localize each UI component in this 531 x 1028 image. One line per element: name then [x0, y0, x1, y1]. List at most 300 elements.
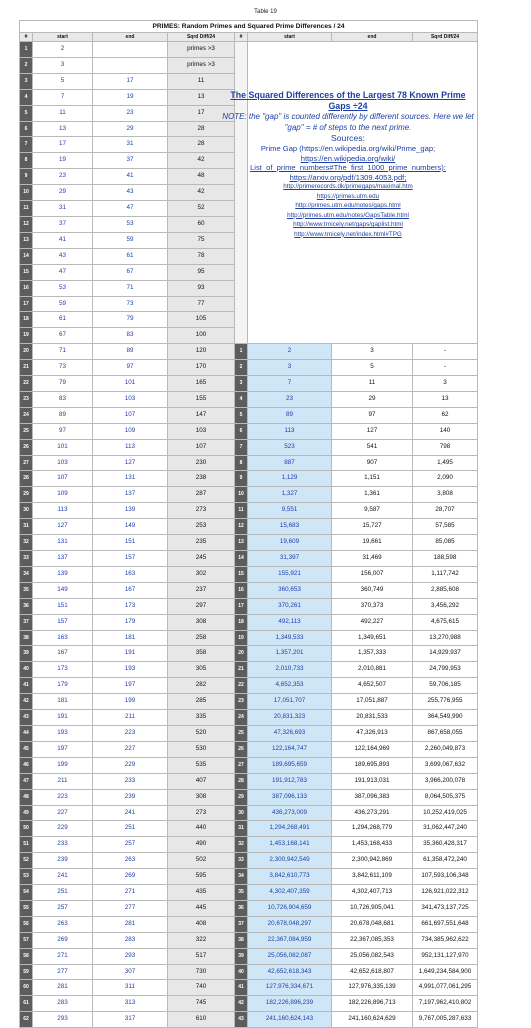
end-cell: 89 [93, 344, 168, 360]
sqrd-diff-cell: 273 [168, 805, 235, 821]
table-row [20, 630, 478, 646]
start-cell: 1,327 [248, 487, 332, 503]
start-cell: 7 [248, 376, 332, 392]
sqrd-diff-cell: 107 [168, 439, 235, 455]
sheet-title: PRIMES: Random Primes and Squared Prime Differences / 24 [20, 21, 478, 33]
start-cell: 4,652,353 [248, 678, 332, 694]
row-index: 43 [235, 1012, 248, 1028]
end-cell: 17,051,887 [332, 694, 413, 710]
row-index: 2 [235, 360, 248, 376]
row-index: 32 [235, 837, 248, 853]
table-row [20, 391, 478, 407]
start-cell: 103 [33, 455, 93, 471]
table-row [20, 662, 478, 678]
sqrd-diff-cell: 4,991,077,061,295 [413, 980, 478, 996]
table-row [20, 916, 478, 932]
table-row [20, 710, 478, 726]
table-row [20, 869, 478, 885]
sqrd-diff-cell: 28,707 [413, 503, 478, 519]
end-cell: 127 [93, 455, 168, 471]
start-cell: 22,367,084,959 [248, 932, 332, 948]
source-link[interactable]: http://primerecords.dk/primegaps/maximal.htm [283, 183, 413, 190]
info-note: NOTE: the "gap" is counted differently by different sources. Here we let "gap" = # of steps to the next prime. [222, 112, 474, 132]
start-cell: 17 [33, 137, 93, 153]
start-cell: 492,113 [248, 614, 332, 630]
table-row [20, 932, 478, 948]
end-cell: 199 [93, 694, 168, 710]
start-cell: 173 [33, 662, 93, 678]
start-cell: 127 [33, 519, 93, 535]
table-row [20, 344, 478, 360]
start-cell: 263 [33, 916, 93, 932]
row-index: 38 [20, 630, 33, 646]
end-cell [93, 42, 168, 58]
wiki-list-link-2[interactable]: List_of_prime_numbers#The_first_1000_prime_numbers): [250, 163, 446, 172]
end-cell: 263 [93, 853, 168, 869]
row-index: 27 [20, 455, 33, 471]
row-index: 23 [20, 391, 33, 407]
col-header-index-2: # [235, 33, 248, 42]
row-index: 55 [20, 900, 33, 916]
sqrd-diff-cell: 60 [168, 216, 235, 232]
sqrd-diff-cell: 282 [168, 678, 235, 694]
row-index: 9 [20, 169, 33, 185]
end-cell: 37 [93, 153, 168, 169]
start-cell: 79 [33, 376, 93, 392]
row-index: 53 [20, 869, 33, 885]
start-cell: 2,010,733 [248, 662, 332, 678]
sqrd-diff-cell: 11 [168, 73, 235, 89]
sqrd-diff-cell: 661,697,551,648 [413, 916, 478, 932]
table-row [20, 376, 478, 392]
start-cell: 41 [33, 232, 93, 248]
table-row [20, 407, 478, 423]
sqrd-diff-cell: 237 [168, 582, 235, 598]
start-cell: 59 [33, 296, 93, 312]
end-cell: 149 [93, 519, 168, 535]
row-index: 51 [20, 837, 33, 853]
end-cell: 109 [93, 423, 168, 439]
end-cell: 436,273,291 [332, 805, 413, 821]
end-cell: 182,226,896,713 [332, 996, 413, 1012]
start-cell: 181 [33, 694, 93, 710]
row-index: 16 [235, 582, 248, 598]
start-cell: 31,397 [248, 551, 332, 567]
table-row [20, 487, 478, 503]
end-cell: 269 [93, 869, 168, 885]
end-cell: 241 [93, 805, 168, 821]
sqrd-diff-cell: 9,767,005,287,633 [413, 1012, 478, 1028]
table-row [20, 360, 478, 376]
end-cell: 157 [93, 551, 168, 567]
start-cell: 53 [33, 280, 93, 296]
end-cell: 127 [332, 423, 413, 439]
end-cell: 71 [93, 280, 168, 296]
sqrd-diff-cell: 31,062,447,240 [413, 821, 478, 837]
start-cell: 83 [33, 391, 93, 407]
start-cell: 131 [33, 535, 93, 551]
table-row [20, 948, 478, 964]
sqrd-diff-cell: 75 [168, 232, 235, 248]
sqrd-diff-cell: 445 [168, 900, 235, 916]
sqrd-diff-cell: 297 [168, 598, 235, 614]
start-cell: 23 [248, 391, 332, 407]
table-row [20, 1012, 478, 1028]
row-index: 10 [20, 185, 33, 201]
row-index: 35 [235, 885, 248, 901]
end-cell: 1,294,268,779 [332, 821, 413, 837]
end-cell: 47 [93, 201, 168, 217]
row-index: 56 [20, 916, 33, 932]
start-cell: 281 [33, 980, 93, 996]
sqrd-diff-cell: 341,473,137,725 [413, 900, 478, 916]
end-cell: 151 [93, 535, 168, 551]
row-index: 8 [20, 153, 33, 169]
start-cell: 20,831,323 [248, 710, 332, 726]
end-cell: 131 [93, 471, 168, 487]
row-index: 32 [20, 535, 33, 551]
start-cell: 1,453,168,141 [248, 837, 332, 853]
row-index: 8 [235, 455, 248, 471]
end-cell: 239 [93, 789, 168, 805]
row-index: 11 [20, 201, 33, 217]
row-index: 23 [235, 694, 248, 710]
end-cell: 47,326,913 [332, 725, 413, 741]
sqrd-diff-cell: 867,658,055 [413, 725, 478, 741]
start-cell: 241 [33, 869, 93, 885]
sqrd-diff-cell: 1,117,742 [413, 566, 478, 582]
table-row [20, 471, 478, 487]
sqrd-diff-cell: 3 [413, 376, 478, 392]
row-index: 7 [20, 137, 33, 153]
sqrd-diff-cell: 107,593,106,348 [413, 869, 478, 885]
start-cell: 387,096,133 [248, 789, 332, 805]
start-cell: 89 [248, 407, 332, 423]
start-cell: 113 [248, 423, 332, 439]
start-cell: 370,261 [248, 598, 332, 614]
sqrd-diff-cell: 165 [168, 376, 235, 392]
end-cell: 139 [93, 503, 168, 519]
row-index: 39 [235, 948, 248, 964]
end-cell: 53 [93, 216, 168, 232]
row-index: 20 [20, 344, 33, 360]
source-link[interactable]: http://primes.utm.edu/notes/GapsTable.html [287, 211, 409, 219]
table-row [20, 996, 478, 1012]
end-cell: 1,349,651 [332, 630, 413, 646]
end-cell: 97 [93, 360, 168, 376]
end-cell: 22,367,085,353 [332, 932, 413, 948]
start-cell: 179 [33, 678, 93, 694]
start-cell: 151 [33, 598, 93, 614]
sqrd-diff-cell: 3,966,200,078 [413, 773, 478, 789]
end-cell: 4,652,507 [332, 678, 413, 694]
sqrd-diff-cell: 140 [413, 423, 478, 439]
sqrd-diff-cell: 490 [168, 837, 235, 853]
start-cell: 25,056,082,087 [248, 948, 332, 964]
source-link[interactable]: http://www.trnicely.net/gaps/gaplist.html [293, 221, 403, 228]
sqrd-diff-cell: 62 [413, 407, 478, 423]
end-cell: 103 [93, 391, 168, 407]
source-link[interactable]: http://primes.utm.edu/notes/gaps.html [295, 202, 401, 209]
row-index: 48 [20, 789, 33, 805]
start-cell: 167 [33, 646, 93, 662]
start-cell: 293 [33, 1012, 93, 1028]
start-cell: 15,683 [248, 519, 332, 535]
start-cell: 1,349,533 [248, 630, 332, 646]
row-index: 31 [20, 519, 33, 535]
row-index: 7 [235, 439, 248, 455]
end-cell: 360,749 [332, 582, 413, 598]
end-cell: 1,151 [332, 471, 413, 487]
start-cell: 182,226,896,239 [248, 996, 332, 1012]
sqrd-diff-cell: 170 [168, 360, 235, 376]
end-cell: 9,587 [332, 503, 413, 519]
sqrd-diff-cell: 42 [168, 185, 235, 201]
row-index: 18 [235, 614, 248, 630]
table-row [20, 789, 478, 805]
col-header-index: # [20, 33, 33, 42]
row-index: 52 [20, 853, 33, 869]
row-index: 12 [235, 519, 248, 535]
start-cell: 19 [33, 153, 93, 169]
row-index: 61 [20, 996, 33, 1012]
start-cell: 23 [33, 169, 93, 185]
start-cell: 360,653 [248, 582, 332, 598]
end-cell: 113 [93, 439, 168, 455]
row-index: 50 [20, 821, 33, 837]
start-cell: 113 [33, 503, 93, 519]
row-index: 58 [20, 948, 33, 964]
start-cell: 211 [33, 773, 93, 789]
table-row [20, 646, 478, 662]
table-row [20, 551, 478, 567]
end-cell: 229 [93, 757, 168, 773]
start-cell: 42,652,618,343 [248, 964, 332, 980]
sqrd-diff-cell: 3,456,292 [413, 598, 478, 614]
row-index: 47 [20, 773, 33, 789]
end-cell: 1,453,168,433 [332, 837, 413, 853]
sqrd-diff-cell: 188,598 [413, 551, 478, 567]
source-link[interactable]: http://www.trnicely.net/index.html#TPG [294, 230, 402, 238]
table-row [20, 773, 478, 789]
sqrd-diff-cell: 4,675,615 [413, 614, 478, 630]
wiki-list-link-1[interactable]: https://en.wikipedia.org/wiki/ [300, 153, 396, 163]
row-index: 34 [235, 869, 248, 885]
sqrd-diff-cell: 35,360,428,317 [413, 837, 478, 853]
row-index: 43 [20, 710, 33, 726]
end-cell: 191,913,031 [332, 773, 413, 789]
sqrd-diff-cell: 13 [168, 89, 235, 105]
row-index: 29 [235, 789, 248, 805]
row-index: 25 [20, 423, 33, 439]
end-cell: 241,160,624,629 [332, 1012, 413, 1028]
sqrd-diff-cell: 85,085 [413, 535, 478, 551]
table-row [20, 566, 478, 582]
start-cell: 277 [33, 964, 93, 980]
start-cell: 233 [33, 837, 93, 853]
end-cell: 31,469 [332, 551, 413, 567]
start-cell: 97 [33, 423, 93, 439]
sqrd-diff-cell: 59,706,185 [413, 678, 478, 694]
end-cell: 173 [93, 598, 168, 614]
col-header-end-2: end [332, 33, 413, 42]
end-cell: 10,726,905,041 [332, 900, 413, 916]
row-index: 16 [20, 280, 33, 296]
row-index: 37 [235, 916, 248, 932]
row-index: 1 [235, 344, 248, 360]
sqrd-diff-cell: 95 [168, 264, 235, 280]
row-index: 22 [235, 678, 248, 694]
table-row [20, 535, 478, 551]
sqrd-diff-cell: 740 [168, 980, 235, 996]
table-row [20, 42, 478, 58]
row-index: 10 [235, 487, 248, 503]
row-index: 13 [235, 535, 248, 551]
end-cell: 370,373 [332, 598, 413, 614]
start-cell: 193 [33, 725, 93, 741]
row-index: 41 [20, 678, 33, 694]
table-row [20, 678, 478, 694]
sqrd-diff-cell: 78 [168, 248, 235, 264]
sqrd-diff-cell: 3,808 [413, 487, 478, 503]
sqrd-diff-cell: 235 [168, 535, 235, 551]
start-cell: 37 [33, 216, 93, 232]
start-cell: 5 [33, 73, 93, 89]
end-cell: 41 [93, 169, 168, 185]
sqrd-diff-cell: 7,197,962,410,802 [413, 996, 478, 1012]
end-cell: 11 [332, 376, 413, 392]
row-index: 26 [235, 741, 248, 757]
end-cell: 19,661 [332, 535, 413, 551]
end-cell: 233 [93, 773, 168, 789]
end-cell: 29 [93, 121, 168, 137]
start-cell: 19,609 [248, 535, 332, 551]
start-cell: 17,051,707 [248, 694, 332, 710]
row-index: 19 [235, 630, 248, 646]
row-index: 25 [235, 725, 248, 741]
start-cell: 29 [33, 185, 93, 201]
sqrd-diff-cell: 308 [168, 614, 235, 630]
sqrd-diff-cell: 42 [168, 153, 235, 169]
sqrd-diff-cell: 126,921,022,312 [413, 885, 478, 901]
row-index: 13 [20, 232, 33, 248]
sqrd-diff-cell: 302 [168, 566, 235, 582]
end-cell: 227 [93, 741, 168, 757]
row-index: 40 [235, 964, 248, 980]
prime-gap-link[interactable]: Prime Gap (https://en.wikipedia.org/wiki/Prime_gap; [260, 144, 436, 153]
col-header-start: start [33, 33, 93, 42]
sqrd-diff-cell: 13,270,988 [413, 630, 478, 646]
start-cell: 2 [248, 344, 332, 360]
row-index: 9 [235, 471, 248, 487]
end-cell: 163 [93, 566, 168, 582]
table-row [20, 694, 478, 710]
end-cell: 5 [332, 360, 413, 376]
sqrd-diff-cell: 24,799,953 [413, 662, 478, 678]
row-index: 31 [235, 821, 248, 837]
sqrd-diff-cell: 595 [168, 869, 235, 885]
row-index: 26 [20, 439, 33, 455]
start-cell: 523 [248, 439, 332, 455]
table-row [20, 503, 478, 519]
end-cell: 25,056,082,543 [332, 948, 413, 964]
row-index: 24 [20, 407, 33, 423]
end-cell: 211 [93, 710, 168, 726]
end-cell: 907 [332, 455, 413, 471]
start-cell: 239 [33, 853, 93, 869]
sqrd-diff-cell: 28 [168, 137, 235, 153]
sqrd-diff-cell: 57,585 [413, 519, 478, 535]
start-cell: 4,302,407,359 [248, 885, 332, 901]
start-cell: 155,921 [248, 566, 332, 582]
sqrd-diff-cell: 2,260,049,873 [413, 741, 478, 757]
end-cell: 15,727 [332, 519, 413, 535]
end-cell: 197 [93, 678, 168, 694]
end-cell: 31 [93, 137, 168, 153]
start-cell: 251 [33, 885, 93, 901]
start-cell: 191,912,783 [248, 773, 332, 789]
row-index: 33 [20, 551, 33, 567]
source-link[interactable]: https://primes.utm.edu [316, 192, 380, 200]
sqrd-diff-cell: 273 [168, 503, 235, 519]
table-row [20, 853, 478, 869]
sqrd-diff-cell: 502 [168, 853, 235, 869]
end-cell: 307 [93, 964, 168, 980]
start-cell: 227 [33, 805, 93, 821]
sqrd-diff-cell: 408 [168, 916, 235, 932]
sqrd-diff-cell: 730 [168, 964, 235, 980]
sqrd-diff-cell: 100 [168, 328, 235, 344]
row-index: 3 [20, 73, 33, 89]
sqrd-diff-cell: 745 [168, 996, 235, 1012]
end-cell: 167 [93, 582, 168, 598]
row-index: 41 [235, 980, 248, 996]
end-cell: 61 [93, 248, 168, 264]
end-cell: 107 [93, 407, 168, 423]
sqrd-diff-cell: 734,385,962,622 [413, 932, 478, 948]
row-index: 4 [20, 89, 33, 105]
sqrd-diff-cell: 255,776,955 [413, 694, 478, 710]
end-cell: 59 [93, 232, 168, 248]
start-cell: 149 [33, 582, 93, 598]
row-index: 15 [235, 566, 248, 582]
end-cell: 23 [93, 105, 168, 121]
table-row [20, 805, 478, 821]
start-cell: 10,726,904,659 [248, 900, 332, 916]
start-cell: 436,273,009 [248, 805, 332, 821]
row-index: 30 [20, 503, 33, 519]
start-cell: 1,294,268,491 [248, 821, 332, 837]
start-cell: 229 [33, 821, 93, 837]
sqrd-diff-cell: 230 [168, 455, 235, 471]
row-index: 17 [235, 598, 248, 614]
end-cell: 42,652,618,807 [332, 964, 413, 980]
arxiv-link[interactable]: https://arxiv.org/pdf/1309.4053.pdf; [289, 172, 407, 182]
start-cell: 13 [33, 121, 93, 137]
end-cell: 492,227 [332, 614, 413, 630]
sqrd-diff-cell: 93 [168, 280, 235, 296]
start-cell: 107 [33, 471, 93, 487]
sources-label: Sources: [331, 133, 365, 143]
row-index: 33 [235, 853, 248, 869]
row-index: 11 [235, 503, 248, 519]
sqrd-diff-cell: 28 [168, 121, 235, 137]
sqrd-diff-cell: 103 [168, 423, 235, 439]
sqrd-diff-cell: 77 [168, 296, 235, 312]
end-cell: 17 [93, 73, 168, 89]
row-index: 42 [20, 694, 33, 710]
info-panel [219, 90, 477, 239]
